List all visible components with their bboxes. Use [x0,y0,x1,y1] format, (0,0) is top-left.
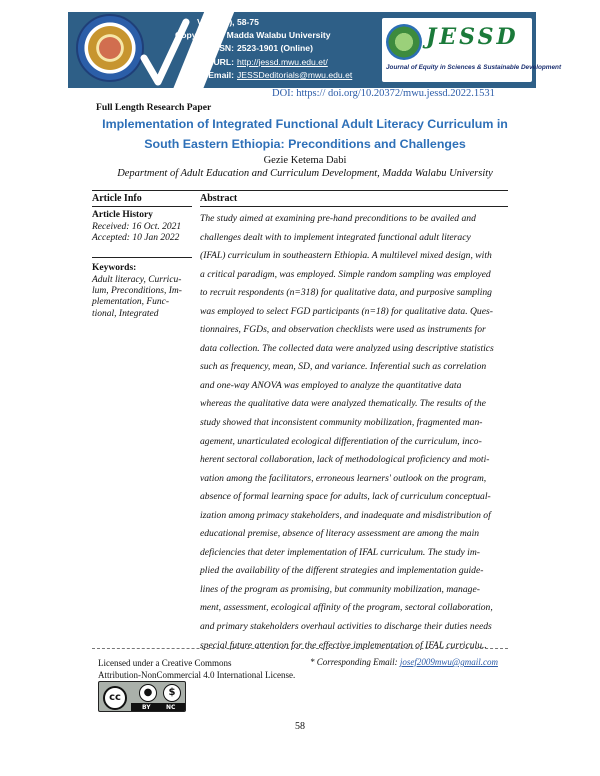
abstract-rule [200,206,508,207]
history-rule [92,257,192,258]
attribution-person-icon: ● [139,684,157,702]
footer-divider [92,648,508,649]
abstract-heading: Abstract [200,193,238,204]
abstract-line: ization among primacy stakeholders, and inadequate and misdistribution of [200,509,491,521]
creative-commons-icon: cc [103,686,127,710]
journal-logo-text: JESSD [426,24,519,50]
abstract-line: and primary stakeholders overhaul activities to discharge their duties needs [200,621,492,633]
received-date: Received: 16 Oct. 2021 [92,222,182,232]
article-history-heading: Article History [92,210,153,220]
author-affiliation: Department of Adult Education and Curriculum Development, Madda Walabu University [117,168,493,179]
email-label: Email: [208,69,234,80]
globe-icon [386,24,422,60]
abstract-line: special future attention for the effective implementation of IFAL curriculu.. [200,639,487,651]
abstract-text [200,210,508,655]
keywords-heading: Keywords: [92,263,137,273]
title-line: Implementation of Integrated Functional Adult Literacy Curriculum in [102,117,508,131]
issn-value: 2523-1901 (Online) [237,43,313,54]
abstract-line: tionnaires, FGDs, and observation checklists were used as instruments for [200,324,486,336]
abstract-line: lines of the program as promising, but community mobilization, manage- [200,583,480,595]
paper-title [70,114,540,154]
publication-info [175,16,353,82]
keyword-line: plementation, Func- [92,297,170,308]
author-name: Gezie Ketema Dabi [263,155,347,166]
license-text [98,657,295,681]
cc-badge-bar [131,703,186,712]
abstract-line: herent sectoral collaboration, lack of methodological proficiency and moti- [200,454,490,466]
abstract-line: and one-way ANOVA was employed to analyze the quantitative data [200,379,462,391]
abstract-line: (IFAL) curriculum in southeastern Ethiopia. A multilevel mixed design, with [200,250,492,262]
journal-email-link[interactable]: JESSDeditorials@mwu.edu.et [237,69,353,80]
corresponding-email [310,657,498,667]
title-line: South Eastern Ethiopia: Preconditions and Challenges [144,137,466,151]
volume-info: VOL 5(1), 58-75 [197,17,259,27]
keywords-list [92,275,194,320]
paper-type: Full Length Research Paper [96,102,212,113]
cc-nc-label: NC [166,704,176,711]
accepted-date: Accepted: 10 Jan 2022 [92,233,180,243]
cc-by-label: BY [142,704,151,711]
abstract-line: a critical paradigm, was employed. Simple random sampling was employed [200,268,491,280]
url-label: URL: [213,56,234,67]
abstract-line: challenges dealt with to implement integrated functional adult literacy [200,231,471,243]
noncommercial-icon: $ [163,684,181,702]
cc-license-badge[interactable] [98,681,186,712]
journal-name: Journal of Equity in Sciences & Sustainable Development [386,64,562,71]
issn-label: ISSN: [211,43,234,54]
abstract-line: whereas the qualitative data were analyzed thematically. The results of the [200,398,486,410]
copyright-info: Copyright © Madda Walabu University [175,30,331,41]
abstract-line: such as frequency, mean, SD, and variance. Inferential such as correlation [200,361,487,373]
abstract-line: was employed to select FGD participants (n=18) for qualitative data. Ques- [200,305,493,317]
info-rule [92,206,192,207]
abstract-line: ment, assessment, ecological affinity of the program, sectoral collaboration, [200,602,493,614]
top-rule [92,190,508,191]
abstract-line: deficiencies that deter implementation of IFAL curriculum. The study im- [200,546,480,558]
page-number: 58 [295,721,305,732]
article-info-heading: Article Info [92,193,142,204]
abstract-line: absence of formal learning space for adults, lack of curriculum conceptual- [200,491,491,503]
keyword-line: lum, Preconditions, Im- [92,286,182,297]
journal-logo [382,18,562,82]
license-line: Licensed under a Creative Commons [98,658,232,668]
abstract-line: The study aimed at examining pre-hand preconditions to be availed and [200,213,476,224]
abstract-line: agement, unarticulated ecological differentiation of the curriculum, inco- [200,435,482,447]
abstract-line: vation among the facilitators, erroneous learners' outlook on the program, [200,472,487,484]
doi-link[interactable]: DOI: https:// doi.org/10.20372/mwu.jessd.2022.1531 [272,88,495,99]
keyword-line: tional, Integrated [92,308,159,319]
abstract-line: study showed that inconsistent community mobilization, fragmented man- [200,417,483,429]
abstract-line: plied the availability of the different strategies and implementation guide- [200,565,484,577]
university-seal-icon [76,14,144,82]
abstract-line: data collection. The collected data were analyzed using descriptive statistics [200,342,494,354]
abstract-line: to recruit respondents (n=318) for qualitative data, and purposive sampling [200,287,492,299]
abstract-line: educational premise, absence of literacy assessment are among the main [200,528,480,540]
corresponding-label: * Corresponding Email: [310,657,398,667]
corresponding-email-link[interactable]: josef2009mwu@gmail.com [399,657,498,667]
keyword-line: Adult literacy, Curricu- [92,275,182,285]
journal-url-link[interactable]: http://jessd.mwu.edu.et/ [237,56,328,67]
license-line: Attribution-NonCommercial 4.0 International License. [98,670,296,680]
